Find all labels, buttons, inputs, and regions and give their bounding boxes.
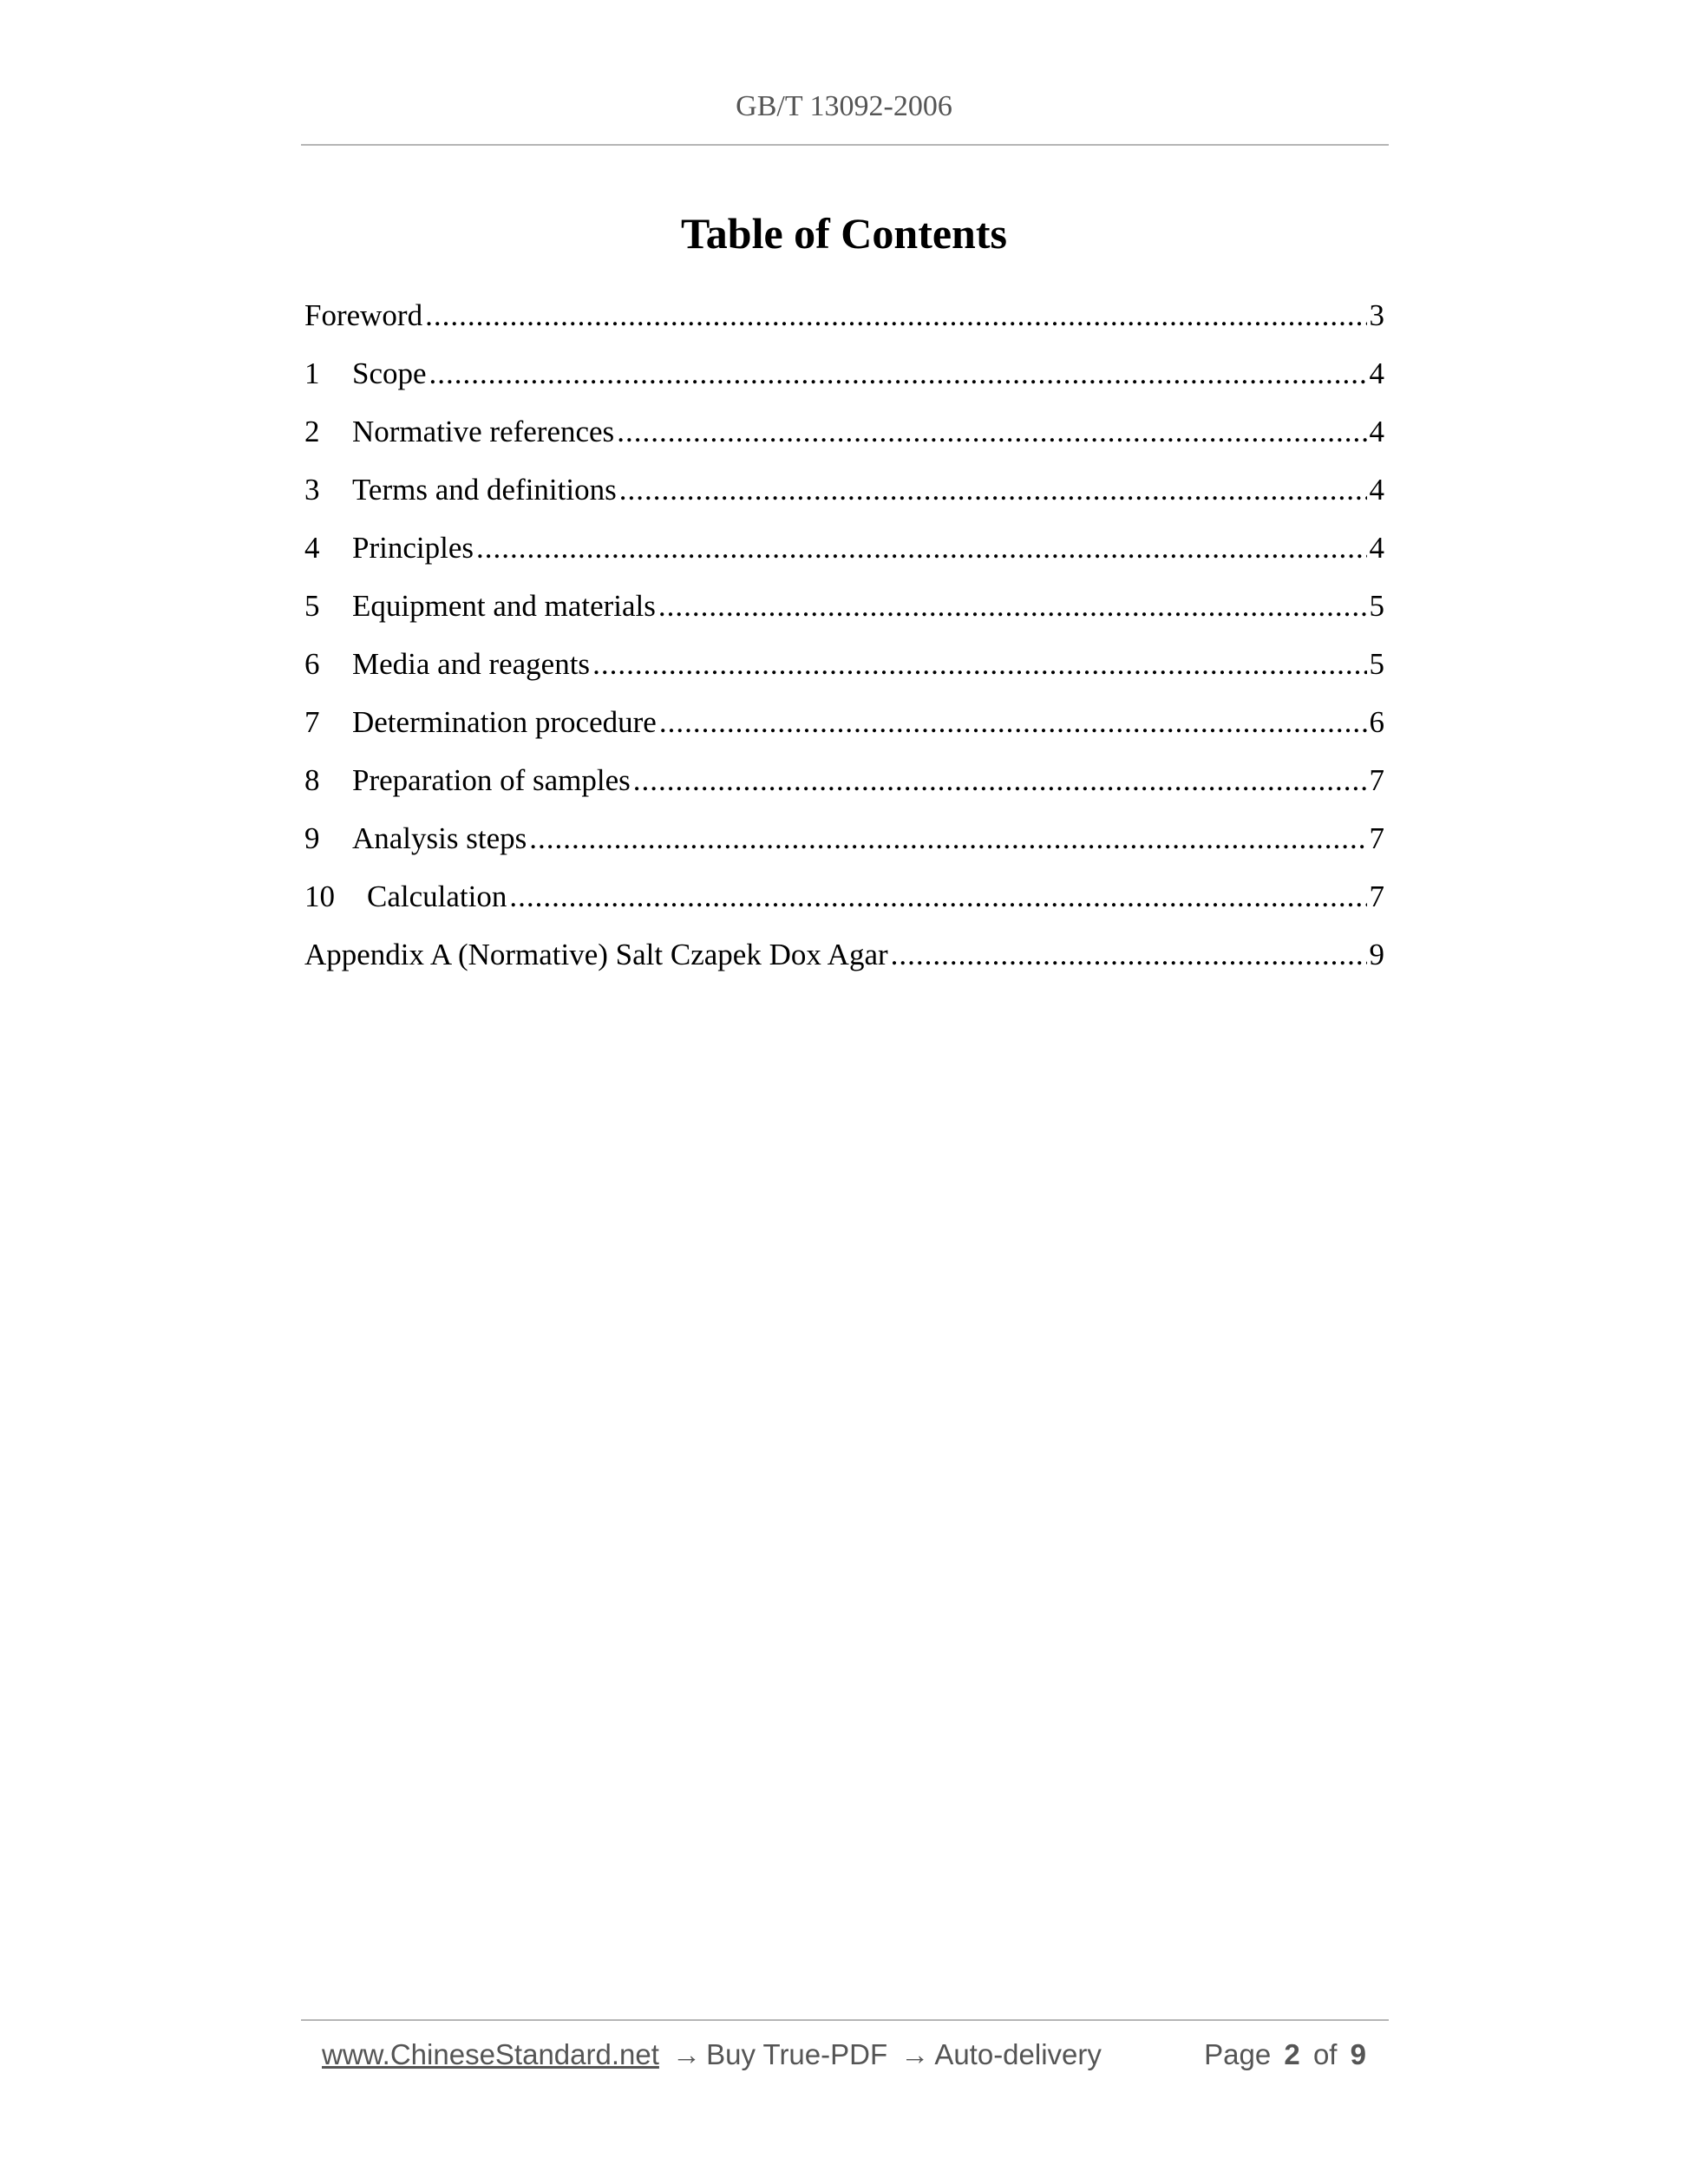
dot-leader — [592, 638, 1366, 690]
page-indicator — [1204, 2038, 1371, 2071]
toc-entry-preparation-of-samples[interactable] — [304, 755, 1384, 813]
toc-entry-page: 7 — [1369, 821, 1384, 855]
toc-entry-number: 5 — [304, 589, 320, 623]
toc-entry-page: 4 — [1369, 531, 1384, 565]
toc-entry-number: 2 — [304, 415, 320, 448]
toc-entry-number: 7 — [304, 705, 320, 739]
running-header: GB/T 13092-2006 — [736, 90, 952, 122]
dot-leader — [529, 813, 1366, 865]
toc-entry-media-and-reagents[interactable] — [304, 638, 1384, 696]
dot-leader — [425, 290, 1366, 342]
toc-entry-title: Foreword — [304, 298, 423, 332]
toc-entry-normative-references[interactable] — [304, 406, 1384, 464]
toc-entry-title: Equipment and materials — [352, 589, 656, 623]
total-page-count: 9 — [1350, 2038, 1366, 2070]
table-of-contents — [304, 290, 1384, 987]
dot-leader — [476, 522, 1367, 574]
toc-entry-title: Analysis steps — [352, 821, 527, 855]
dot-leader — [509, 871, 1366, 923]
toc-entry-page: 6 — [1369, 705, 1384, 739]
toc-entry-title: Calculation — [367, 879, 507, 913]
toc-entry-page: 7 — [1369, 763, 1384, 797]
toc-entry-number: 4 — [304, 531, 320, 565]
buy-true-pdf-text: Buy True-PDF — [706, 2038, 888, 2070]
toc-entry-equipment-and-materials[interactable] — [304, 580, 1384, 638]
right-arrow-icon: → — [672, 2038, 702, 2070]
toc-entry-page: 9 — [1369, 938, 1384, 971]
toc-entry-title: Principles — [352, 531, 474, 565]
page-footer — [322, 2038, 1371, 2082]
toc-entry-title: Scope — [352, 356, 427, 390]
toc-entry-number: 6 — [304, 647, 320, 681]
toc-entry-terms-and-definitions[interactable] — [304, 464, 1384, 522]
header-divider — [301, 144, 1389, 146]
website-link[interactable]: www.ChineseStandard.net — [322, 2038, 659, 2070]
toc-entry-number: 10 — [304, 879, 335, 913]
dot-leader — [659, 696, 1367, 749]
toc-entry-scope[interactable] — [304, 348, 1384, 406]
toc-entry-number: 8 — [304, 763, 320, 797]
right-arrow-icon: → — [900, 2038, 930, 2070]
footer-promo — [322, 2038, 1102, 2071]
page-label: Page — [1204, 2038, 1272, 2070]
toc-entry-title: Determination procedure — [352, 705, 657, 739]
toc-entry-foreword[interactable] — [304, 290, 1384, 348]
toc-entry-title: Appendix A (Normative) Salt Czapek Dox Agar — [304, 938, 888, 971]
auto-delivery-text: Auto-delivery — [934, 2038, 1102, 2070]
toc-entry-page: 5 — [1369, 647, 1384, 681]
toc-entry-determination-procedure[interactable] — [304, 696, 1384, 755]
toc-entry-appendix-a[interactable] — [304, 929, 1384, 987]
toc-entry-number: 3 — [304, 473, 320, 507]
toc-entry-calculation[interactable] — [304, 871, 1384, 929]
toc-entry-title: Preparation of samples — [352, 763, 631, 797]
footer-divider — [301, 2019, 1389, 2021]
toc-entry-page: 4 — [1369, 473, 1384, 507]
toc-entry-number: 9 — [304, 821, 320, 855]
current-page-number: 2 — [1284, 2038, 1300, 2070]
toc-entry-page: 7 — [1369, 879, 1384, 913]
toc-entry-page: 5 — [1369, 589, 1384, 623]
toc-entry-title: Media and reagents — [352, 647, 591, 681]
toc-entry-title: Normative references — [352, 415, 615, 448]
toc-entry-title: Terms and definitions — [352, 473, 617, 507]
toc-entry-page: 4 — [1369, 356, 1384, 390]
toc-heading: Table of Contents — [681, 209, 1007, 258]
toc-entry-page: 4 — [1369, 415, 1384, 448]
of-label: of — [1312, 2038, 1338, 2070]
dot-leader — [619, 464, 1367, 516]
dot-leader — [891, 929, 1367, 981]
toc-entry-analysis-steps[interactable] — [304, 813, 1384, 871]
dot-leader — [617, 406, 1366, 458]
toc-entry-page: 3 — [1369, 298, 1384, 332]
dot-leader — [429, 348, 1367, 400]
dot-leader — [658, 580, 1367, 632]
toc-entry-principles[interactable] — [304, 522, 1384, 580]
dot-leader — [633, 755, 1367, 807]
toc-entry-number: 1 — [304, 356, 320, 390]
